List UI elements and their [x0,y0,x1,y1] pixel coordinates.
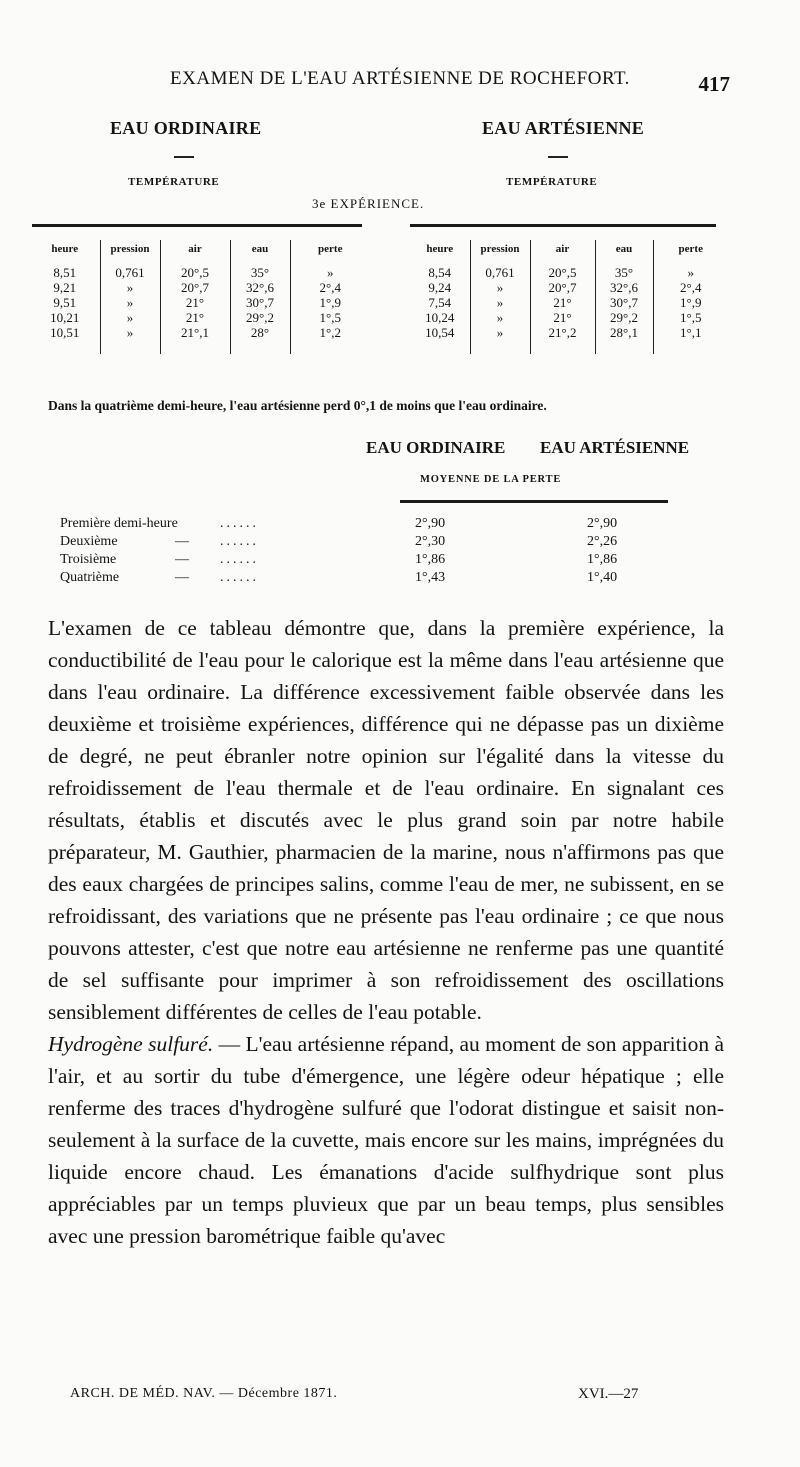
table-row [410,295,728,310]
table-cell-perte: » [653,265,728,280]
average-row-label: Troisième [60,552,117,567]
table-cell-heure: 8,51 [53,265,77,280]
table-row [30,310,370,325]
table-cell-air: 20°,7 [530,280,595,295]
section-subhead: Hydrogène sulfuré. [48,1032,214,1056]
average-row-dash: — [175,534,189,549]
table-cell-heure: 9,21 [53,280,77,295]
right-title-dash [548,156,568,158]
table-cell-heure: 7,54 [428,295,452,310]
table-spacer-cell [100,340,160,354]
table-cell-perte: 1°,9 [653,295,728,310]
average-row-label: Première demi-heure [60,516,178,531]
average-value-artesienne: 1°,40 [587,570,618,585]
table-cell-air: 21°,2 [530,325,595,340]
average-row [60,534,700,552]
table-cell-pression: » [100,280,160,295]
table-cell-perte: 1°,9 [290,295,370,310]
average-row-label: Deuxième [60,534,118,549]
column-header-eau: eau [230,240,290,265]
table-cell-pression: » [100,325,160,340]
table-cell-perte: 1°,1 [653,325,728,340]
table-cell-air: 20°,5 [530,265,595,280]
table-cell-eau: 28°,1 [595,325,653,340]
running-title: EXAMEN DE L'EAU ARTÉSIENNE DE ROCHEFORT. [170,68,630,89]
average-value-artesienne: 2°,90 [587,516,618,531]
average-row [60,570,700,588]
table-cell-eau: 32°,6 [595,280,653,295]
column-header-heure: heure [426,243,454,255]
average-value-ordinaire: 2°,90 [415,516,446,531]
body-text [48,612,724,1252]
table-spacer-cell [160,340,230,354]
left-group-title: EAU ORDINAIRE [110,118,262,138]
experiment-label: 3e EXPÉRIENCE. [312,196,425,211]
table-cell-eau: 30°,7 [230,295,290,310]
average-value-ordinaire: 1°,43 [415,570,446,585]
table-row [30,295,370,310]
leader-dots: ...... [220,552,259,567]
column-header-air: air [160,240,230,265]
table-cell-eau: 35° [595,265,653,280]
left-title-dash [174,156,194,158]
table-cell-eau: 29°,2 [595,310,653,325]
table-cell-heure: 10,54 [425,325,455,340]
table-note: Dans la quatrième demi-heure, l'eau artésienne perd 0°,1 de moins que l'eau ordinaire. [48,398,547,413]
average-value-artesienne: 1°,86 [587,552,618,567]
table-cell-air: 21° [530,295,595,310]
table-spacer-cell [595,340,653,354]
table-cell-perte: 2°,4 [653,280,728,295]
table-cell-pression: » [100,310,160,325]
table-row [410,325,728,340]
column-header-perte: perte [653,240,728,265]
table-cell-air: 21° [160,295,230,310]
average-head-ordinaire: EAU ORDINAIRE [366,438,506,457]
table-cell-heure: 9,51 [53,295,77,310]
table-row [30,280,370,295]
leader-dots: ...... [220,534,259,549]
average-value-ordinaire: 2°,30 [415,534,446,549]
average-value-artesienne: 2°,26 [587,534,618,549]
right-temperature-label: TEMPÉRATURE [506,176,598,188]
leader-dots: ...... [220,570,259,585]
table-cell-air: 20°,7 [160,280,230,295]
average-row [60,516,700,534]
column-header-eau: eau [595,240,653,265]
table-row [410,280,728,295]
column-header-air: air [530,240,595,265]
paragraph-hydrogene [48,1028,724,1252]
table-cell-heure: 8,54 [428,265,452,280]
table-cell-heure: 10,21 [50,310,80,325]
left-data-table [30,240,370,354]
table-cell-pression: » [470,280,530,295]
paragraph-hydrogene-text: — L'eau artésienne répand, au moment de son apparition à l'air, et au sortir du tube d'émergence, une légère odeur hépatique ; elle renferme des traces d'hydrogène sulfuré que l'odorat distingue et saisit non-seulement à la surface de la cuvette, mais encore sur les mains, imprégnées du liquide encore chaud. Les émanations d'acide sulfhydrique sont plus appréciables par un temps pluvieux que par un beau temps, plus sensibles avec une pression barométrique faible qu'avec [48,1032,724,1248]
table-cell-perte: 1°,5 [653,310,728,325]
table-cell-perte: 1°,5 [290,310,370,325]
table-header-row [30,240,370,265]
table-cell-air: 20°,5 [160,265,230,280]
table-cell-eau: 35° [230,265,290,280]
left-table-rule [32,224,362,227]
table-cell-eau: 29°,2 [230,310,290,325]
table-cell-heure: 9,24 [428,280,452,295]
table-row [30,265,370,280]
paragraph-conductibilite: L'examen de ce tableau démontre que, dans la première expérience, la conductibilité de l'eau pour le calorique est la même dans l'eau artésienne que dans l'eau ordinaire. La différence excessivement faible observée dans les deuxième et troisième expériences, différence qui ne dépasse pas un dixième de degré, ne peut ébranler notre opinion sur l'égalité dans la vitesse du refroidissement de l'eau thermale et de l'eau ordinaire. En signalant ces résultats, établis et discutés avec le plus grand soin par notre habile préparateur, M. Gauthier, pharmacien de la marine, nous n'affirmons pas que des eaux chargées de principes salins, comme l'eau de mer, ne subissent, en se refroidissant, des variations que ne présente pas l'eau ordinaire ; ce que nous pouvons attester, c'est que notre eau artésienne ne renferme pas une quantité de sel suffisante pour imprimer à son refroidissement des oscillations sensiblement différentes de celles de l'eau potable. [48,616,724,1024]
footer-journal: ARCH. DE MÉD. NAV. — Décembre 1871. [70,1386,338,1401]
table-cell-pression: » [470,325,530,340]
column-header-perte: perte [290,240,370,265]
right-data-table [410,240,728,354]
table-cell-pression: » [470,295,530,310]
average-row-dash: — [175,552,189,567]
table-spacer-cell [410,340,470,354]
table-row [410,265,728,280]
table-spacer-row [410,340,728,354]
table-spacer-cell [290,340,370,354]
table-cell-air: 21° [530,310,595,325]
average-row [60,552,700,570]
table-spacer-cell [30,340,100,354]
table-cell-pression: 0,761 [100,265,160,280]
table-cell-pression: » [100,295,160,310]
left-temperature-label: TEMPÉRATURE [128,176,220,188]
table-spacer-row [30,340,370,354]
table-spacer-cell [653,340,728,354]
table-cell-pression: » [470,310,530,325]
table-cell-heure: 10,24 [425,310,455,325]
table-cell-heure: 10,51 [50,325,80,340]
table-cell-perte: » [290,265,370,280]
table-cell-air: 21° [160,310,230,325]
table-cell-pression: 0,761 [470,265,530,280]
average-subhead: MOYENNE DE LA PERTE [420,474,562,485]
table-row [410,310,728,325]
table-cell-eau: 28° [230,325,290,340]
table-cell-perte: 2°,4 [290,280,370,295]
right-table-rule [410,224,716,227]
average-table-rule [400,500,668,503]
table-cell-air: 21°,1 [160,325,230,340]
table-spacer-cell [530,340,595,354]
table-row [30,325,370,340]
table-spacer-cell [230,340,290,354]
table-cell-eau: 32°,6 [230,280,290,295]
column-header-pression: pression [470,240,530,265]
column-header-heure: heure [51,243,79,255]
table-spacer-cell [470,340,530,354]
average-head-artesienne: EAU ARTÉSIENNE [540,438,690,457]
page-number: 417 [698,72,730,96]
average-row-label: Quatrième [60,570,120,585]
leader-dots: ...... [220,516,259,531]
table-cell-eau: 30°,7 [595,295,653,310]
average-row-dash: — [175,570,189,585]
average-value-ordinaire: 1°,86 [415,552,446,567]
footer-signature: XVI.—27 [578,1386,639,1402]
right-group-title: EAU ARTÉSIENNE [482,118,645,138]
column-header-pression: pression [100,240,160,265]
table-cell-perte: 1°,2 [290,325,370,340]
table-header-row [410,240,728,265]
